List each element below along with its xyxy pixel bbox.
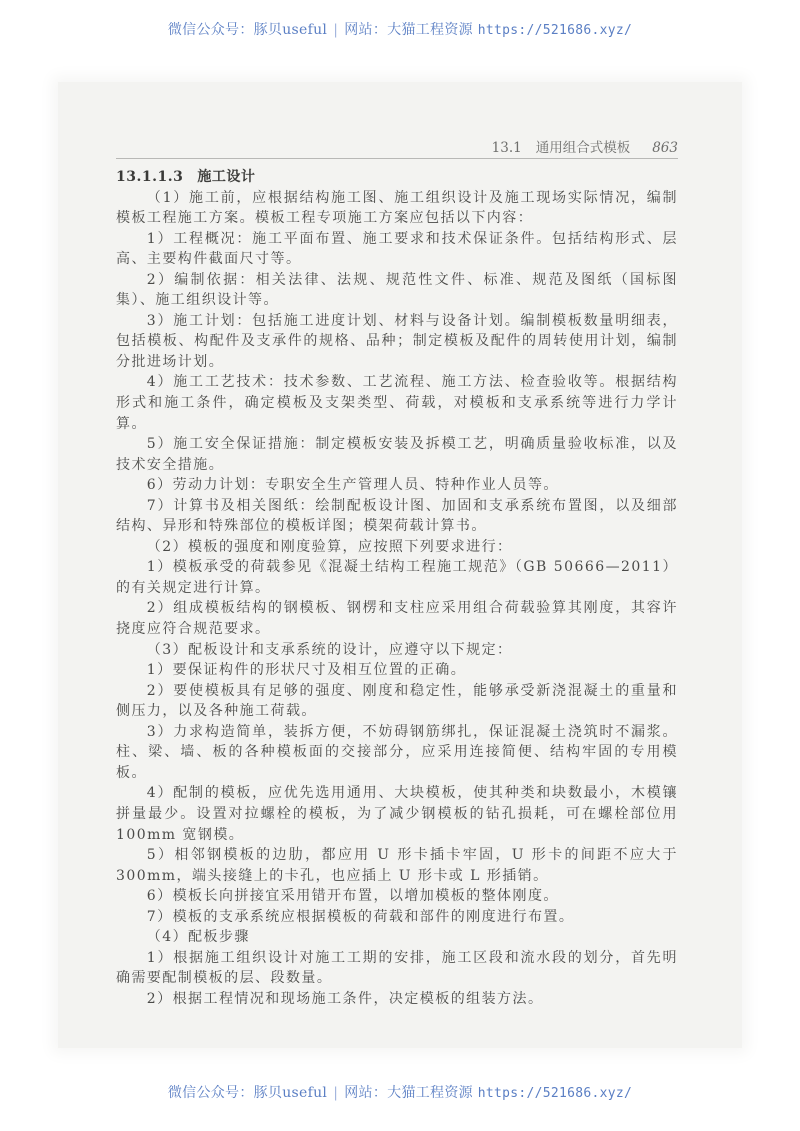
watermark-bottom [0, 1082, 800, 1102]
watermark-top [0, 19, 800, 39]
paragraph: 4）配制的模板，应优先选用通用、大块模板，使其种类和块数最小，木模镶拼量最少。设置对拉螺栓的模板，为了减少钢模板的钻孔损耗，可在螺栓部位用 100mm 宽钢模。 [116, 785, 678, 843]
paragraph: （4）配板步骤 [146, 929, 250, 946]
watermark-site: 网站：大猫工程资源 [344, 1085, 473, 1101]
watermark-wechat: 微信公众号：豚贝useful [167, 1085, 328, 1101]
watermark-wechat: 微信公众号：豚贝useful [167, 22, 328, 38]
section-heading [116, 167, 678, 188]
watermark-url[interactable]: https://521686.xyz/ [477, 23, 633, 38]
page-body [116, 167, 678, 1009]
paragraph: 6）模板长向拼接宜采用错开布置，以增加模板的整体刚度。 [146, 888, 559, 905]
paragraph-list [116, 188, 678, 1010]
header-section-number: 13.1 [491, 140, 522, 156]
paragraph: 6）劳动力计划：专职安全生产管理人员、特种作业人员等。 [146, 477, 559, 494]
paragraph: 7）计算书及相关图纸：绘制配板设计图、加固和支承系统布置图，以及细部结构、异形和特殊部位的模板详图；模架荷载计算书。 [116, 497, 678, 535]
paragraph: （1）施工前，应根据结构施工图、施工组织设计及施工现场实际情况，编制模板工程施工方案。模板工程专项施工方案应包括以下内容： [116, 189, 678, 227]
paragraph: 5）施工安全保证措施：制定模板安装及拆模工艺，明确质量验收标准，以及技术安全措施。 [116, 436, 678, 473]
section-number: 13.1.1.3 [116, 169, 184, 185]
section-title: 施工设计 [197, 169, 256, 185]
paragraph: 5）相邻钢模板的边肋，都应用 U 形卡插卡牢固，U 形卡的间距不应大于 300mm，端头接缝上的卡孔，也应插上 U 形卡或 L 形插销。 [116, 847, 678, 884]
paragraph: （2）模板的强度和刚度验算，应按照下列要求进行： [146, 538, 513, 555]
paragraph: 4）施工工艺技术：技术参数、工艺流程、施工方法、检查验收等。根据结构形式和施工条件，确定模板及支架类型、荷载，对模板和支承系统等进行力学计算。 [116, 374, 678, 432]
paragraph: 2）根据工程情况和现场施工条件，决定模板的组装方法。 [146, 990, 544, 1007]
paragraph: 2）要使模板具有足够的强度、刚度和稳定性，能够承受新浇混凝土的重量和侧压力，以及各种施工荷载。 [116, 682, 678, 720]
paragraph: 1）要保证构件的形状尺寸及相互位置的正确。 [146, 662, 467, 679]
watermark-url[interactable]: https://521686.xyz/ [477, 1086, 633, 1101]
watermark-separator: | [333, 22, 339, 38]
paragraph: 7）模板的支承系统应根据模板的荷载和部件的刚度进行布置。 [146, 908, 575, 925]
page-number: 863 [652, 140, 678, 156]
watermark-separator: | [333, 1085, 339, 1101]
paragraph: 2）组成模板结构的钢模板、钢楞和支柱应采用组合荷载验算其刚度，其容许挠度应符合规范要求。 [116, 600, 678, 638]
paragraph: 3）力求构造简单，装拆方便，不妨碍钢筋绑扎，保证混凝土浇筑时不漏浆。柱、梁、墙、板的各种模板面的交接部分，应采用连接简便、结构牢固的专用模板。 [116, 723, 678, 781]
running-header [116, 136, 678, 159]
watermark-site: 网站：大猫工程资源 [344, 22, 473, 38]
paragraph: 2）编制依据：相关法律、法规、规范性文件、标准、规范及图纸（国标图集）、施工组织设计等。 [116, 271, 678, 309]
header-section-title: 通用组合式模板 [535, 140, 631, 156]
paragraph: 3）施工计划：包括施工进度计划、材料与设备计划。编制模板数量明细表，包括模板、构配件及支承件的规格、品种；制定模板及配件的周转使用计划，编制分批进场计划。 [116, 312, 678, 370]
paragraph: （3）配板设计和支承系统的设计，应遵守以下规定： [146, 641, 513, 658]
paragraph: 1）工程概况：施工平面布置、施工要求和技术保证条件。包括结构形式、层高、主要构件截面尺寸等。 [116, 230, 678, 268]
paragraph: 1）根据施工组织设计对施工工期的安排，施工区段和流水段的划分，首先明确需要配制模板的层、段数量。 [116, 949, 678, 987]
paragraph: 1）模板承受的荷载参见《混凝土结构工程施工规范》（GB 50666—2011）的有关规定进行计算。 [116, 559, 678, 596]
